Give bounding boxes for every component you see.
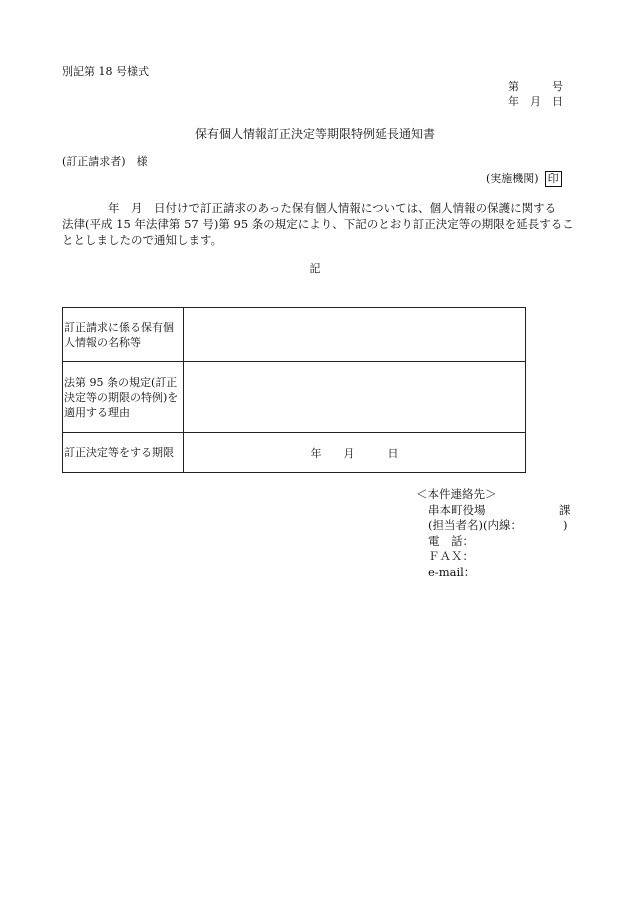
contact-section-suffix: 課 [559,502,571,517]
agency-label: (実施機関) [486,172,539,185]
table-row [63,433,526,473]
contact-person-row [416,518,576,534]
contact-person-close: ) [563,518,568,532]
contact-fax: ＦＡＸ： [428,549,474,563]
addressee-line: (訂正請求者) 様 [62,155,148,168]
row-label-info-name: 訂正請求に係る保有個人情報の名称等 [63,308,184,362]
contact-heading: ＜本件連絡先＞ [416,487,497,501]
body-line-1: 年 月 日付けで訂正請求のあった保有個人情報については、個人情報の保護に関する [108,201,557,215]
document-number-line: 第 号 [508,80,563,93]
seal-mark: 印 [545,171,562,187]
ki-heading: 記 [309,262,321,275]
row-label-reason: 法第 95 条の規定(訂正決定等の期限の特例)を適用する理由 [63,362,184,433]
row-value-deadline[interactable]: 年 月 日 [184,433,526,473]
contact-block [416,487,576,580]
agency-line [486,171,562,187]
table-row [63,362,526,433]
document-date-line: 年 月 日 [508,95,563,108]
row-value-info-name[interactable] [184,308,526,362]
form-number-label: 別記第 18 号様式 [62,65,149,78]
row-label-deadline: 訂正決定等をする期限 [63,433,184,473]
body-line-3: ととしましたので通知します。 [62,233,223,247]
body-line-2: 法律(平成 15 年法律第 57 号)第 95 条の規定により、下記のとおり訂正決定等の期限を延長するこ [62,217,574,231]
page-title: 保有個人情報訂正決定等期限特例延長通知書 [194,127,435,141]
contact-office-row [416,503,576,519]
row-value-reason[interactable] [184,362,526,433]
contact-person: (担当者名)(内線： [428,518,522,532]
contact-email: e-mail： [428,564,476,579]
table-row [63,308,526,362]
notice-body [62,200,572,248]
contact-phone: 電 話： [428,533,474,548]
info-table [62,307,526,473]
contact-office: 串本町役場 [428,502,486,517]
